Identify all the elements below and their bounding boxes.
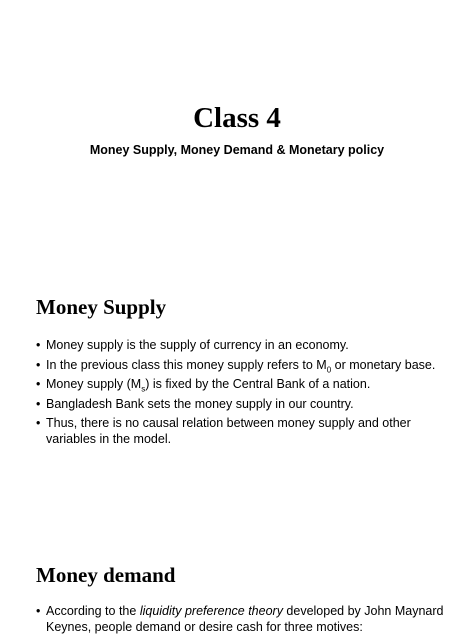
- section-heading-money-supply: Money Supply: [36, 295, 167, 319]
- bullet-list: [36, 338, 446, 451]
- bullet-icon: •: [36, 338, 41, 352]
- bullet-text: In the previous class this money supply refers to M: [46, 357, 327, 372]
- bullet-icon: •: [36, 604, 41, 618]
- bullet-icon: •: [36, 416, 41, 430]
- subscript: s: [141, 384, 146, 394]
- emphasis-text: liquidity preference theory: [139, 604, 283, 618]
- bullet-list: [36, 604, 446, 639]
- bullet-text: ) is fixed by the Central Bank of a nation.: [145, 377, 371, 391]
- slide-money-supply: [0, 266, 474, 532]
- list-item: [36, 338, 446, 354]
- subscript: 0: [326, 365, 332, 374]
- bullet-text: Money supply is the supply of currency in an economy.: [46, 338, 349, 352]
- bullet-icon: •: [36, 396, 41, 411]
- list-item: [36, 358, 446, 374]
- bullet-icon: •: [36, 357, 41, 372]
- section-heading-money-demand: Money demand: [36, 563, 176, 587]
- slide-title-heading: Class 4: [193, 102, 281, 134]
- list-item: [36, 377, 446, 393]
- bullet-text: developed by John Maynard Keynes, people demand or desire cash for three motives:: [46, 604, 444, 634]
- list-item: [36, 397, 446, 413]
- bullet-text: Thus, there is no causal relation between money supply and other variables in the model.: [46, 416, 411, 446]
- slide-title: [0, 0, 474, 266]
- bullet-text: Money supply (M: [46, 377, 142, 391]
- bullet-text: Bangladesh Bank sets the money supply in our country.: [46, 396, 354, 411]
- slide-subtitle: Money Supply, Money Demand & Monetary policy: [89, 143, 385, 157]
- bullet-text: According to the: [46, 604, 140, 618]
- slide-money-demand: [0, 532, 474, 632]
- bullet-text: or monetary base.: [331, 357, 436, 372]
- bullet-icon: •: [36, 377, 41, 391]
- list-item: [36, 604, 446, 635]
- list-item: [36, 416, 446, 447]
